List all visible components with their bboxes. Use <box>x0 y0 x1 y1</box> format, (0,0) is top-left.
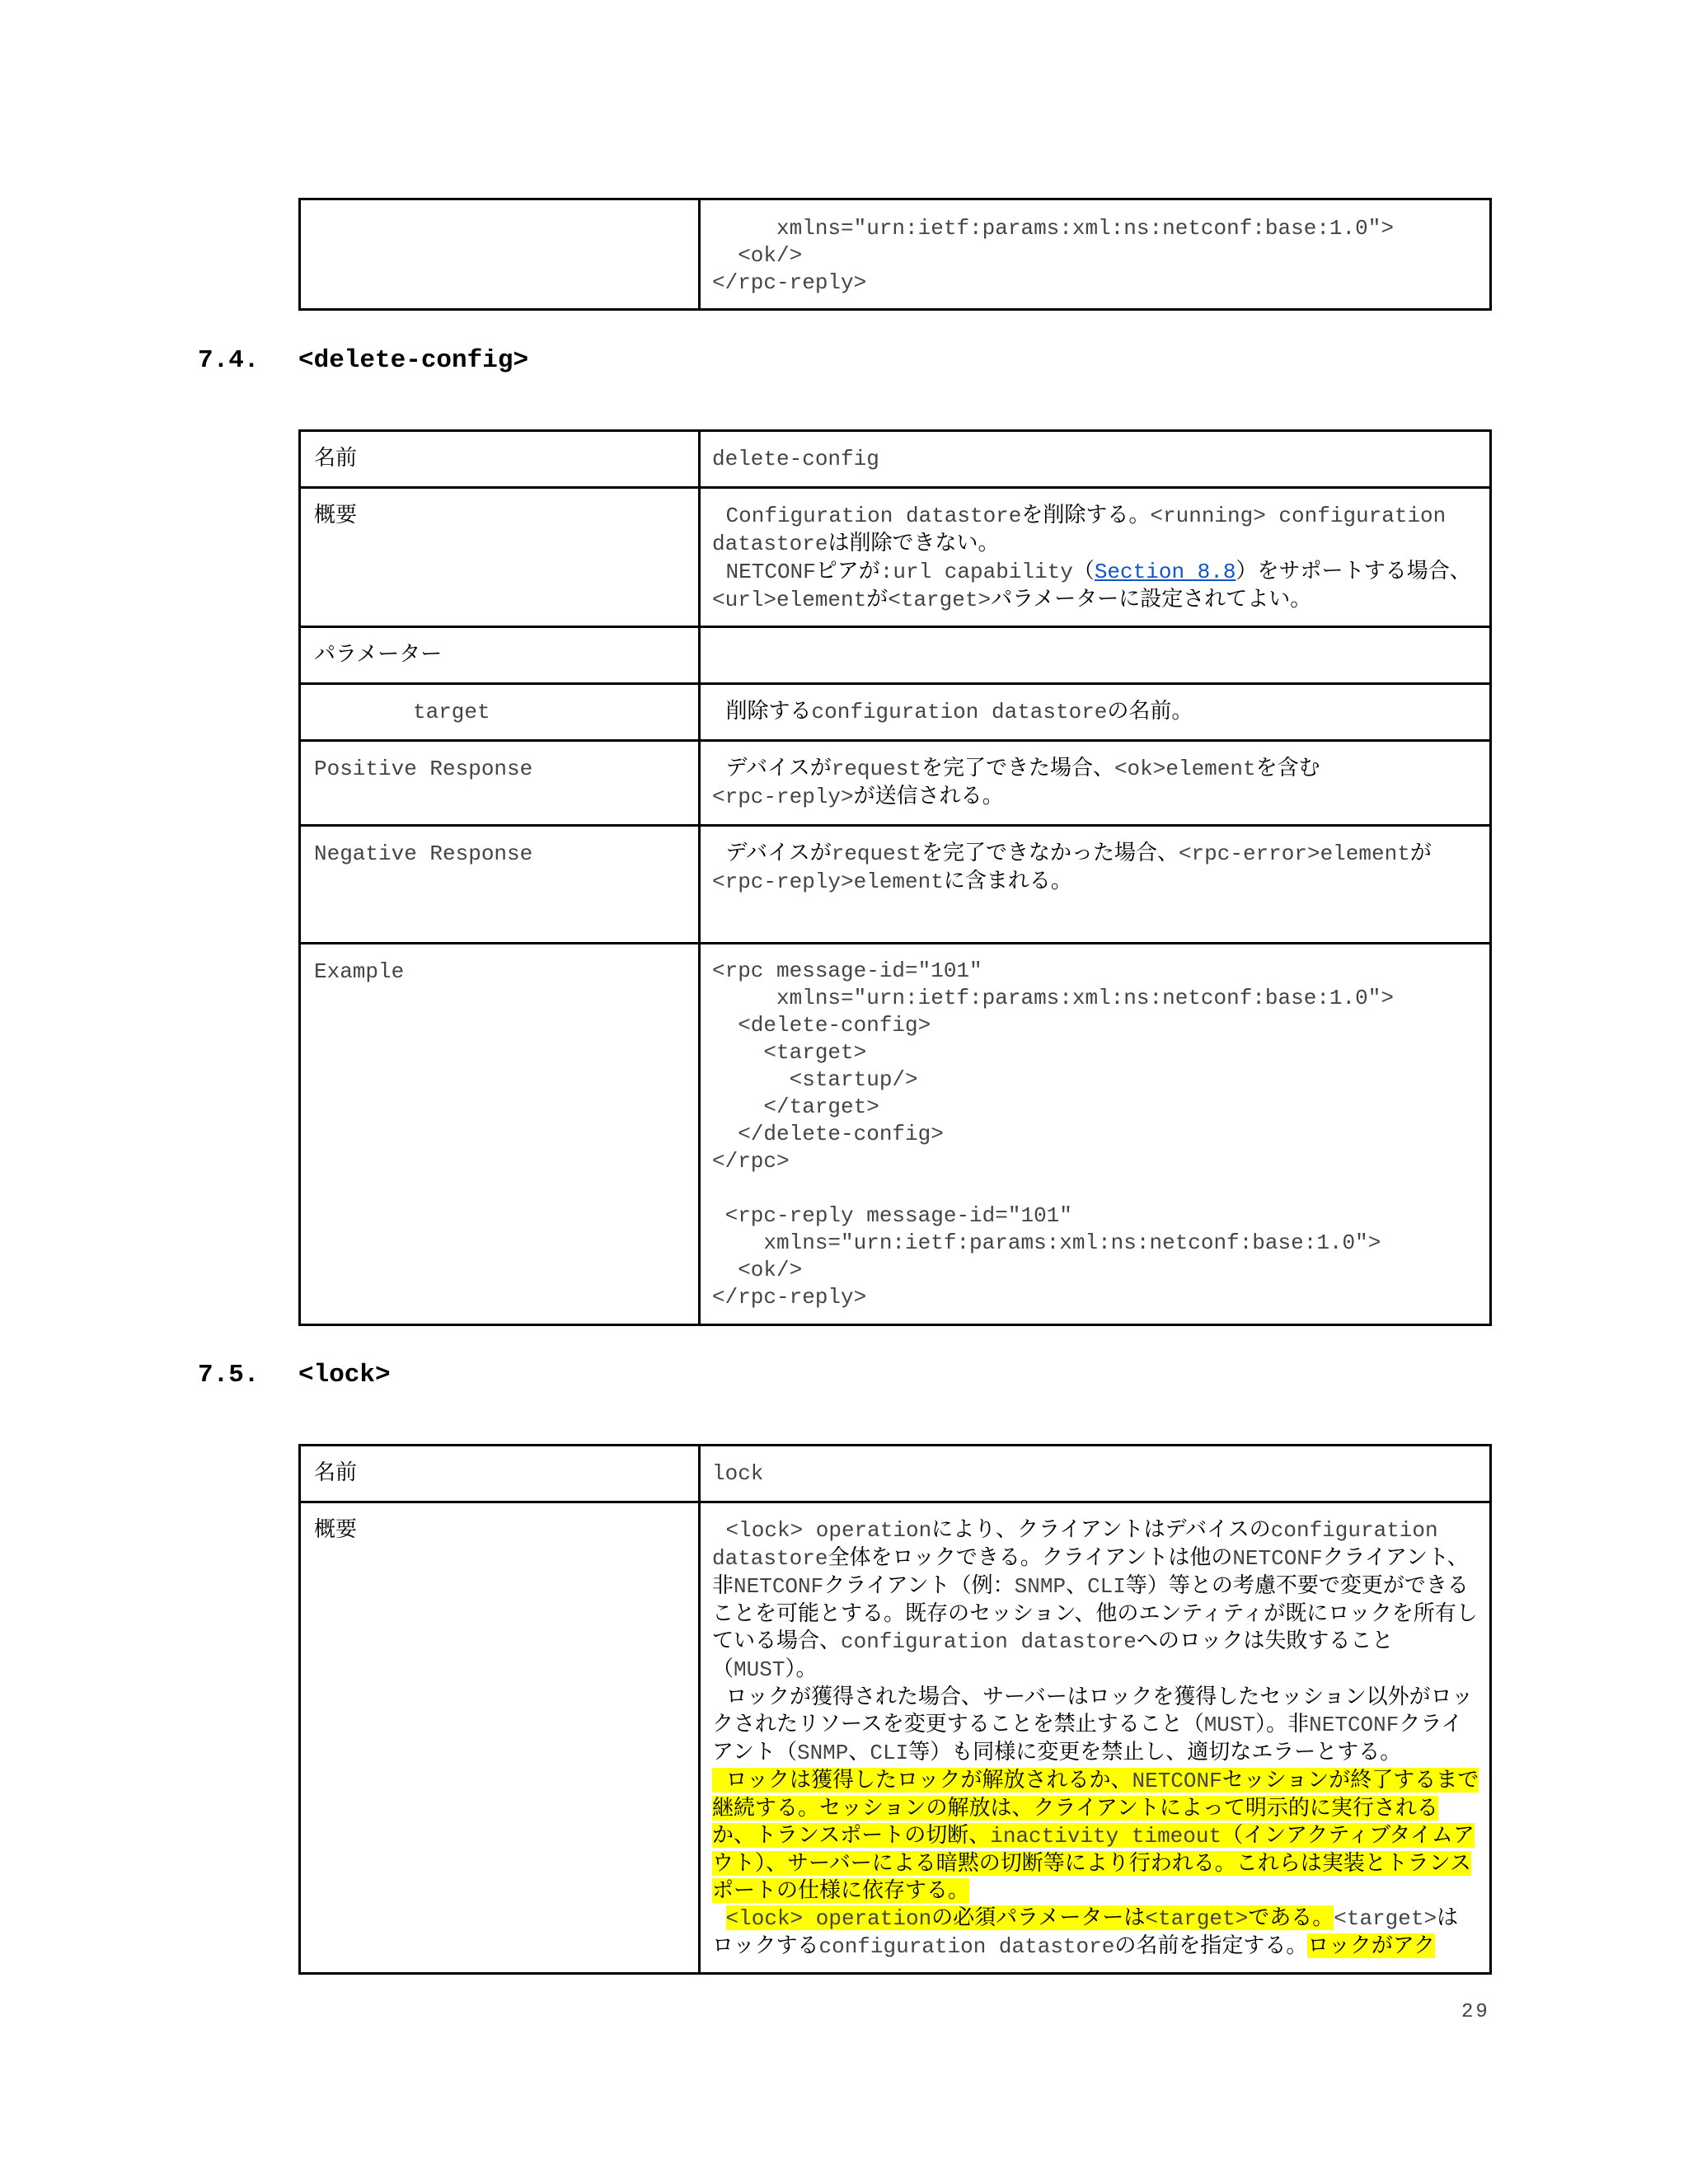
positive-response-label: Positive Response <box>300 741 700 826</box>
summary-value: Configuration datastoreを削除する。<running> configuration datastoreは削除できない。 NETCONFピアが:url capability（Section 8.8）をサポートする場合、<url>elementが<target>パラメーターに設定されてよい。 <box>700 488 1491 627</box>
delete-config-table <box>298 429 1492 1326</box>
code-cell <box>700 199 1491 310</box>
summary-label: 概要 <box>300 488 700 627</box>
section-heading-7-4 <box>198 346 528 375</box>
table-row <box>300 488 1491 627</box>
lock-paragraph-4: <lock> operationの必須パラメーターは<target>である。<target>はロックするconfiguration datastoreの名前を指定する。ロックがアク <box>712 1905 1459 1959</box>
reply-code-line-3: </rpc-reply> <box>712 270 867 295</box>
positive-response-value: デバイスがrequestを完了できた場合、<ok>elementを含む <rpc-reply>が送信される。 <box>700 741 1491 826</box>
section-8-8-link[interactable]: Section 8.8 <box>1094 560 1236 584</box>
negative-response-label: Negative Response <box>300 826 700 944</box>
example-label: Example <box>300 944 700 1325</box>
table-row <box>300 199 1491 310</box>
section-title: <delete-config> <box>298 346 529 375</box>
continuation-table <box>298 198 1492 311</box>
example-value <box>700 944 1491 1325</box>
table-row <box>300 826 1491 944</box>
section-heading-7-5 <box>198 1361 391 1390</box>
example-code: <rpc message-id="101" xmlns="urn:ietf:params:xml:ns:netconf:base:1.0"> <delete-config> <target> <startup/> </target> </delete-config> </rpc> <rpc-reply message-id="101" xmlns="urn:ietf:params:xml:ns:netconf:base:1.0"> <ok/> </rpc-reply> <box>712 958 1394 1310</box>
page-number: 29 <box>1461 2001 1490 2023</box>
name-label: 名前 <box>300 1446 700 1502</box>
section-title: <lock> <box>298 1361 391 1390</box>
lock-paragraph-1: <lock> operationにより、クライアントはデバイスのconfiguration datastore全体をロックできる。クライアントは他のNETCONFクライアント、非NETCONFクライアント（例：SNMP、CLI等）等との考慮不要で変更ができることを可能とする。既存のセッション、他のエンティティが既にロックを所有している場合、configuration datastoreへのロックは失敗すること（MUST）。 <box>712 1517 1478 1682</box>
reply-code-line-1: xmlns="urn:ietf:params:xml:ns:netconf:base:1.0"> <box>712 216 1394 241</box>
table-row <box>300 741 1491 826</box>
name-value: delete-config <box>700 431 1491 488</box>
section-number: 7.4. <box>198 346 260 375</box>
negative-response-value: デバイスがrequestを完了できなかった場合、<rpc-error>elementが <rpc-reply>elementに含まれる。 <box>700 826 1491 944</box>
section-number: 7.5. <box>198 1361 260 1390</box>
table-row <box>300 431 1491 488</box>
table-row <box>300 1502 1491 1974</box>
summary-label: 概要 <box>300 1502 700 1974</box>
empty-cell <box>300 199 700 310</box>
reply-code-line-2: <ok/> <box>712 243 803 268</box>
lock-paragraph-2: ロックが獲得された場合、サーバーはロックを獲得したセッション以外がロックされたリソースを変更することを禁止すること（MUST）。非NETCONFクライアント（SNMP、CLI等）も同様に変更を禁止し、適切なエラーとする。 <box>712 1685 1474 1765</box>
name-label: 名前 <box>300 431 700 488</box>
table-row <box>300 944 1491 1325</box>
summary-value <box>700 1502 1491 1974</box>
lock-table <box>298 1444 1492 1975</box>
target-param-value: 削除するconfiguration datastoreの名前。 <box>700 684 1491 741</box>
table-row <box>300 627 1491 684</box>
name-value: lock <box>700 1446 1491 1502</box>
table-row <box>300 1446 1491 1502</box>
params-label: パラメーター <box>300 627 700 684</box>
table-row <box>300 684 1491 741</box>
target-param-label: target <box>300 684 700 741</box>
params-value <box>700 627 1491 684</box>
lock-paragraph-3-highlighted: ロックは獲得したロックが解放されるか、NETCONFセッションが終了するまで継続する。セッションの解放は、クライアントによって明示的に実行されるか、トランスポートの切断、inactivity timeout（インアクティブタイムアウト）、サーバーによる暗黙の切断等により行われる。これらは実装とトランスポートの仕様に依存する。 <box>712 1768 1479 1903</box>
